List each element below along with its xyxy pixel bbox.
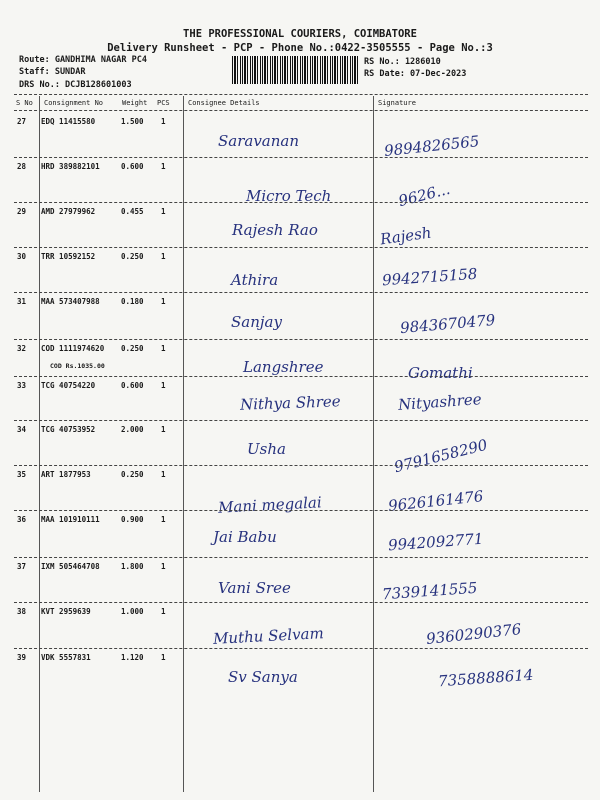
col-header-consignment: Consignment No [44,99,104,107]
column-divider [373,96,374,792]
row-signature-handwritten: 9791658290 [392,435,490,477]
staff-label: Staff: SUNDAR [19,67,86,77]
row-consignment-no: AMD 27979962 [41,207,96,216]
row-divider [14,648,588,649]
row-pcs: 1 [161,515,166,524]
row-signature-handwritten: 9894826565 [383,132,481,160]
row-divider [14,602,588,603]
row-divider [14,465,588,466]
row-pcs: 1 [161,425,166,434]
row-signature-handwritten: 9626161476 [387,487,485,515]
row-consignment-no: MAA 573407988 [41,297,100,306]
row-consignment-no: EDQ 11415580 [41,117,96,126]
row-signature-handwritten: 9626... [396,179,452,211]
row-sno: 38 [17,607,27,616]
row-sno: 36 [17,515,27,524]
row-consignment-no: TCG 40754220 [41,381,96,390]
row-consignment-no: COD 1111974620 [41,344,105,353]
row-divider [14,420,588,421]
row-pcs: 1 [161,344,166,353]
row-signature-handwritten: 9843670479 [399,310,497,338]
row-sno: 35 [17,470,27,479]
row-divider [14,557,588,558]
row-divider [14,157,588,158]
row-divider [14,247,588,248]
row-signature-handwritten: Rajesh [378,223,433,249]
row-weight: 0.250 [121,470,144,479]
row-sno: 30 [17,252,27,261]
row-consignee-handwritten: Saravanan [218,132,300,150]
row-pcs: 1 [161,162,166,171]
row-sno: 31 [17,297,27,306]
row-weight: 0.455 [121,207,144,216]
row-weight: 0.600 [121,162,144,171]
column-divider [39,96,40,792]
row-sno: 29 [17,207,27,216]
row-consignee-handwritten: Sv Sanya [228,668,298,686]
row-weight: 1.120 [121,653,144,662]
row-divider [14,376,588,377]
col-header-signature: Signature [378,99,416,107]
row-consignment-no: MAA 101910111 [41,515,100,524]
row-sno: 33 [17,381,27,390]
row-pcs: 1 [161,297,166,306]
cod-amount: COD Rs.1035.00 [50,362,105,370]
col-header-consignee: Consignee Details [188,99,260,107]
row-consignee-handwritten: Sanjay [231,313,282,331]
row-divider [14,292,588,293]
row-consignee-handwritten: Vani Sree [218,579,291,597]
row-weight: 1.800 [121,562,144,571]
row-signature-handwritten: 9942092771 [387,529,484,555]
drs-number: DRS No.: DCJB128601003 [19,80,132,90]
barcode-image [232,56,358,84]
col-header-pcs: PCS [157,99,170,107]
rs-date: RS Date: 07-Dec-2023 [364,69,467,79]
row-sno: 28 [17,162,27,171]
row-weight: 1.000 [121,607,144,616]
row-pcs: 1 [161,252,166,261]
row-weight: 0.600 [121,381,144,390]
row-signature-handwritten: Nityashree [397,390,483,414]
row-consignee-handwritten: Jai Babu [213,528,277,546]
row-pcs: 1 [161,607,166,616]
row-sno: 39 [17,653,27,662]
row-sno: 27 [17,117,27,126]
row-consignee-handwritten: Micro Tech [246,187,332,205]
row-consignee-handwritten: Langshree [243,358,324,376]
row-consignee-handwritten: Nithya Shree [239,392,341,414]
row-consignment-no: ART 1877953 [41,470,91,479]
row-signature-handwritten: 7339141555 [381,578,478,604]
row-signature-handwritten: Gomathi [408,364,473,382]
row-consignee-handwritten: Athira [231,271,279,289]
header-rule-top [14,94,588,95]
row-pcs: 1 [161,207,166,216]
row-signature-handwritten: 9360290376 [425,620,523,648]
row-pcs: 1 [161,562,166,571]
row-divider [14,202,588,203]
row-weight: 0.250 [121,252,144,261]
row-consignment-no: TRR 10592152 [41,252,96,261]
row-consignee-handwritten: Mani megalai [217,493,323,517]
row-pcs: 1 [161,117,166,126]
header-rule-bottom [14,110,588,111]
row-consignment-no: VDK 5557831 [41,653,91,662]
row-consignee-handwritten: Muthu Selvam [212,624,325,648]
route-label: Route: GANDHIMA NAGAR PC4 [19,55,147,65]
row-pcs: 1 [161,381,166,390]
row-consignment-no: TCG 40753952 [41,425,96,434]
row-weight: 2.000 [121,425,144,434]
col-header-sno: S No [16,99,33,107]
row-consignee-handwritten: Rajesh Rao [232,221,318,239]
row-weight: 0.250 [121,344,144,353]
row-consignee-handwritten: Usha [247,440,286,458]
row-weight: 0.180 [121,297,144,306]
row-consignment-no: KVT 2959639 [41,607,91,616]
rs-number: RS No.: 1286010 [364,57,441,67]
row-sno: 37 [17,562,27,571]
row-divider [14,510,588,511]
row-weight: 1.500 [121,117,144,126]
row-signature-handwritten: 9942715158 [381,264,478,290]
row-consignment-no: IXM 505464708 [41,562,100,571]
runsheet-subtitle: Delivery Runsheet - PCP - Phone No.:0422-3505555 - Page No.:3 [107,42,493,54]
row-sno: 32 [17,344,27,353]
row-weight: 0.900 [121,515,144,524]
row-signature-handwritten: 7358888614 [437,665,534,691]
row-sno: 34 [17,425,27,434]
row-divider [14,339,588,340]
col-header-weight: Weight [122,99,148,107]
row-pcs: 1 [161,653,166,662]
row-pcs: 1 [161,470,166,479]
column-divider [183,96,184,792]
row-consignment-no: HRD 389882101 [41,162,100,171]
company-title: THE PROFESSIONAL COURIERS, COIMBATORE [183,28,417,40]
